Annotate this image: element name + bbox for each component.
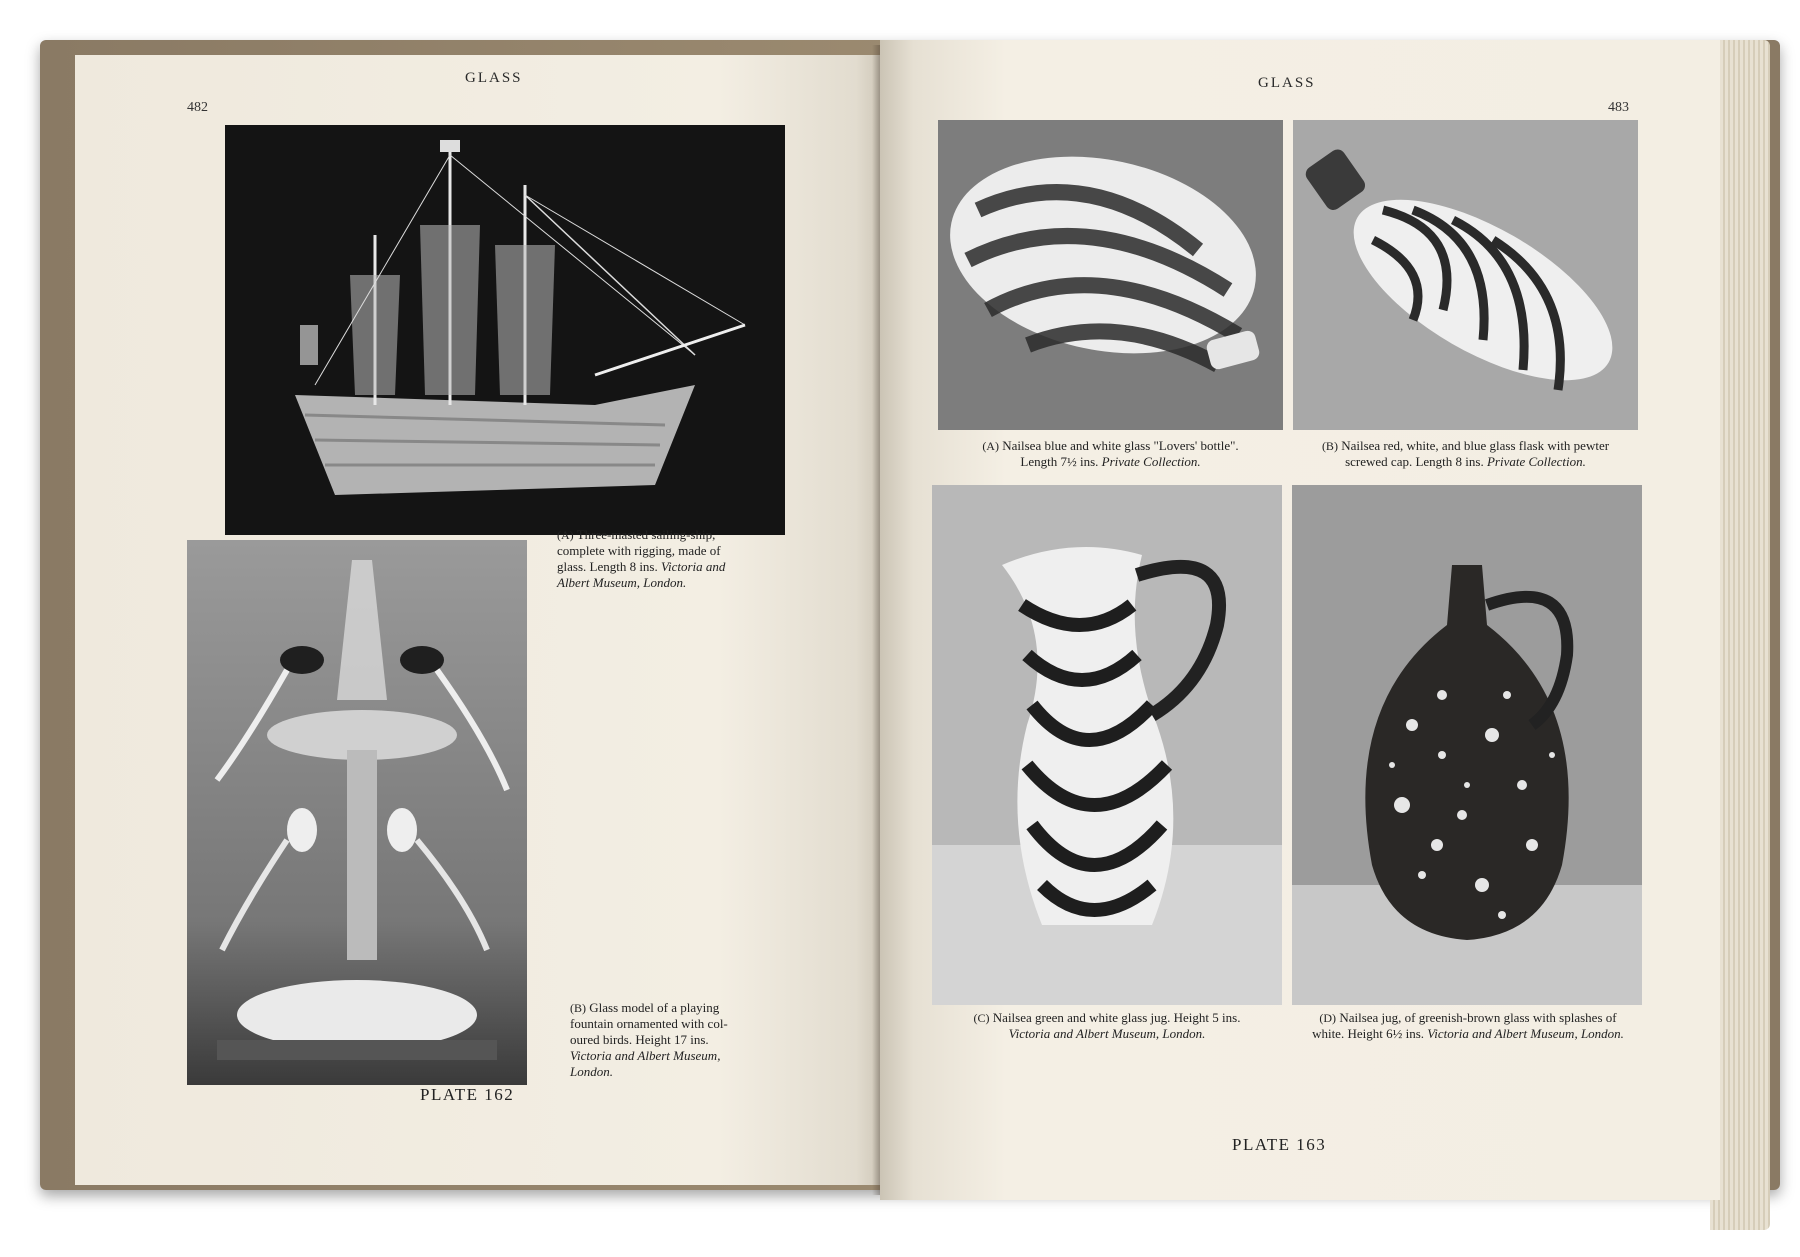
caption-a-line-3: glass. Length 8 ins. [557, 559, 658, 574]
caption-b-line-1: Glass model of a playing [589, 1000, 720, 1015]
caption-ra-italic: Private Collection. [1101, 454, 1201, 469]
caption-ra-line-2: Length 7½ ins. [1020, 454, 1099, 469]
caption-rb-italic: Private Collection. [1486, 454, 1586, 469]
right-caption-d [1292, 1010, 1644, 1042]
right-caption-c [932, 1010, 1282, 1042]
caption-a-line-2: complete with rigging, made of [557, 543, 721, 558]
left-running-head: GLASS [465, 70, 523, 86]
caption-rc-italic: Victoria and Albert Museum, London. [1008, 1026, 1206, 1041]
caption-rc-label: (C) [973, 1011, 990, 1025]
caption-ra-label: (A) [982, 439, 999, 453]
caption-rb-label: (B) [1321, 439, 1338, 453]
caption-rb-line-1: Nailsea red, white, and blue glass flask with pewter [1341, 438, 1610, 453]
right-plate-label: PLATE 163 [1232, 1135, 1327, 1154]
caption-a-label: (A) [557, 528, 574, 542]
caption-a-italic-2: Albert Museum, London. [557, 575, 687, 590]
right-page-number: 483 [1608, 100, 1629, 115]
right-page [880, 40, 1720, 1200]
caption-rd-line-2: white. Height 6½ ins. [1312, 1026, 1424, 1041]
right-caption-a [938, 438, 1283, 470]
caption-b-line-3: oured birds. Height 17 ins. [570, 1032, 709, 1047]
caption-b-label: (B) [570, 1001, 586, 1015]
caption-a-italic: Victoria and [661, 559, 726, 574]
right-running-head: GLASS [1258, 75, 1316, 91]
caption-rd-label: (D) [1319, 1011, 1337, 1025]
caption-rb-line-2: screwed cap. Length 8 ins. [1345, 454, 1484, 469]
left-page-number: 482 [187, 100, 208, 115]
lovers-bottle-photo [938, 120, 1283, 430]
right-caption-b [1293, 438, 1638, 470]
caption-rd-italic: Victoria and Albert Museum, London. [1427, 1026, 1624, 1041]
flask-photo [1293, 120, 1638, 430]
left-plate-label: PLATE 162 [420, 1085, 515, 1104]
fountain-photo [187, 540, 527, 1085]
caption-b-italic: Victoria and Albert Museum, [570, 1048, 721, 1063]
left-page [75, 55, 880, 1185]
ship-photo [225, 125, 785, 535]
splashed-jug-photo [1292, 485, 1642, 1005]
caption-ra-line-1: Nailsea blue and white glass "Lovers' bottle". [1002, 438, 1239, 453]
left-caption-b [570, 1000, 780, 1080]
caption-b-italic-2: London. [570, 1064, 613, 1079]
caption-rd-line-1: Nailsea jug, of greenish-brown glass with splashes of [1339, 1010, 1617, 1025]
caption-b-line-2: fountain ornamented with col- [570, 1016, 728, 1031]
caption-rc-line-1: Nailsea green and white glass jug. Height 5 ins. [992, 1010, 1241, 1025]
jug-photo [932, 485, 1282, 1005]
left-caption-a [557, 527, 772, 591]
caption-a-line-1: Three-masted sailing-ship, [576, 527, 716, 542]
